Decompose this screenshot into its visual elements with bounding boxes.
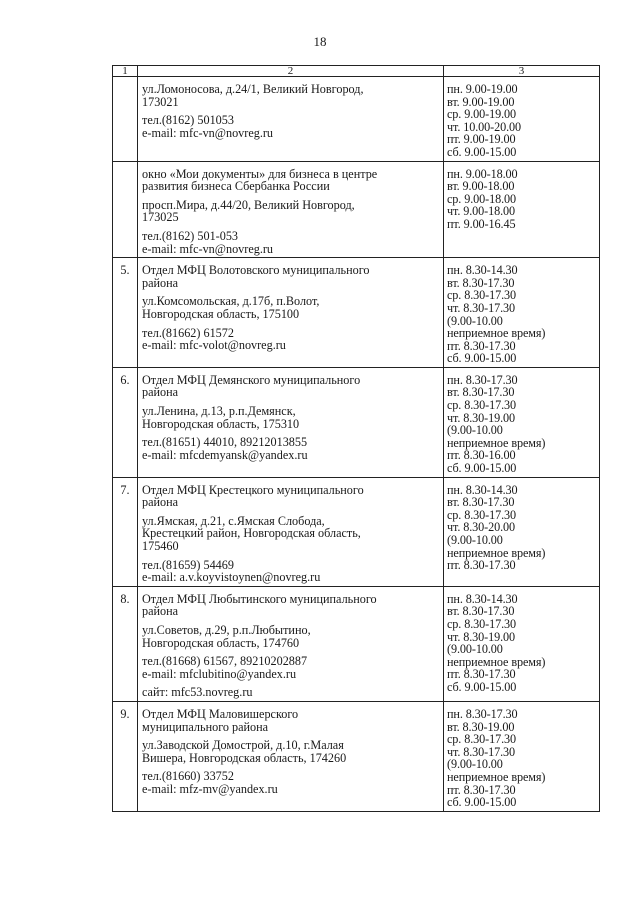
hours-line: (9.00-10.00 [447,757,503,772]
hours-line: ср. 9.00-18.00 [447,191,517,206]
hours-line: сб. 9.00-15.00 [447,795,517,810]
hours-line: сб. 9.00-15.00 [447,679,517,694]
office-address-line: ул.Ленина, д.13, р.п.Демянск, [142,404,296,419]
office-contacts [142,436,439,461]
hours-line: вт. 8.30-17.30 [447,275,515,290]
office-contacts-line: тел.(81662) 61572 [142,325,234,340]
hours-line: сб. 9.00-15.00 [447,461,517,476]
office-info-cell [138,367,444,477]
hours-line: пт. 8.30-16.00 [447,448,516,463]
office-name-line: района [142,385,179,400]
office-contacts [142,114,439,139]
table-row [113,258,600,368]
working-hours-cell [444,586,600,701]
row-number: 8. [113,586,138,701]
hours-line: чт. 8.30-19.00 [447,629,516,644]
office-name-line: Отдел МФЦ Волотовского муниципального [142,263,370,278]
office-contacts-line: e-mail: mfcdemyansk@yandex.ru [142,447,308,462]
office-address-line: Крестецкий район, Новгородская область, [142,526,361,541]
office-address [142,83,439,108]
hours-line: (9.00-10.00 [447,423,503,438]
office-address-line: ул.Ямская, д.21, с.Ямская Слобода, [142,513,325,528]
hours-line: пт. 8.30-17.30 [447,667,516,682]
hours-line: ср. 8.30-17.30 [447,616,517,631]
hours-line: (9.00-10.00 [447,533,503,547]
office-contacts-line: e-mail: mfc-vn@novreg.ru [142,241,274,256]
hours-line: ср. 8.30-17.30 [447,398,517,413]
office-address [142,739,439,764]
hours-line: пн. 8.30-14.30 [447,263,518,278]
office-address-line: просп.Мира, д.44/20, Великий Новгород, [142,197,355,212]
office-address-line: ул.Комсомольская, д.17б, п.Волот, [142,294,320,309]
office-info-cell [138,477,444,586]
office-contacts-line: e-mail: mfz-mv@yandex.ru [142,781,278,796]
header-col-3: 3 [444,66,600,77]
table-row [113,77,600,162]
hours-line: пт. 9.00-19.00 [447,132,516,147]
table-row [113,586,600,701]
office-address [142,295,439,320]
hours-line: ср. 8.30-17.30 [447,507,517,522]
office-name-line: окно «Мои документы» для бизнеса в центре [142,166,378,181]
office-name-line: Отдел МФЦ Крестецкого муниципального [142,482,364,497]
working-hours-cell [444,701,600,811]
office-info-cell [138,701,444,811]
office-info-cell [138,77,444,162]
hours-line: неприемное время) [447,326,546,341]
hours-line: пт. 8.30-17.30 [447,338,516,353]
hours-line: пт. 8.30-17.30 [447,558,516,573]
hours-line: (9.00-10.00 [447,313,503,328]
table-row [113,477,600,586]
table-row [113,161,600,258]
hours-line: вт. 8.30-17.30 [447,385,515,400]
office-contacts-line: e-mail: mfc-vn@novreg.ru [142,125,274,140]
hours-line: (9.00-10.00 [447,642,503,657]
office-contacts-line: тел.(81651) 44010, 89212013855 [142,435,308,450]
hours-line: ср. 8.30-17.30 [447,732,517,747]
hours-line: неприемное время) [447,435,546,450]
office-contacts-line: e-mail: mfclubitino@yandex.ru [142,666,297,681]
hours-line: ср. 8.30-17.30 [447,288,517,303]
hours-line: чт. 9.00-18.00 [447,204,516,219]
hours-line: неприемное время) [447,769,546,784]
office-contacts [142,559,439,584]
mfc-offices-table [112,65,600,812]
office-name [142,593,439,618]
office-address-line: Новгородская область, 175100 [142,306,300,321]
office-name-line: муниципального района [142,719,269,734]
office-address-line: Вишера, Новгородская область, 174260 [142,750,347,765]
hours-line: чт. 10.00-20.00 [447,119,522,134]
office-address [142,405,439,430]
working-hours-cell [444,77,600,162]
table-header-row [113,66,600,77]
hours-line: пн. 8.30-17.30 [447,372,518,387]
office-name [142,484,439,509]
row-number: 9. [113,701,138,811]
office-address [142,624,439,649]
hours-line: пн. 9.00-19.00 [447,82,518,96]
office-contacts-line: тел.(81660) 33752 [142,769,234,784]
office-address-line: ул.Советов, д.29, р.п.Любытино, [142,622,311,637]
office-info-cell [138,258,444,368]
office-contacts-line: e-mail: a.v.koyvistoynen@novreg.ru [142,570,321,585]
hours-line: пн. 8.30-17.30 [447,706,518,721]
office-info-cell [138,586,444,701]
office-address-line: 173025 [142,210,179,225]
office-contacts-line: e-mail: mfc-volot@novreg.ru [142,338,286,353]
office-contacts [142,230,439,255]
row-number: 6. [113,367,138,477]
office-contacts [142,770,439,795]
hours-line: ср. 9.00-19.00 [447,107,517,122]
hours-line: чт. 8.30-20.00 [447,520,516,535]
office-name [142,264,439,289]
office-contacts [142,327,439,352]
office-name [142,168,439,193]
office-address-line: Новгородская область, 174760 [142,635,300,650]
hours-line: чт. 8.30-19.00 [447,410,516,425]
hours-line: пт. 9.00-16.45 [447,216,516,231]
hours-line: неприемное время) [447,545,546,560]
hours-line: пн. 9.00-18.00 [447,166,518,181]
working-hours-cell [444,477,600,586]
header-col-1: 1 [113,66,138,77]
hours-line: пн. 8.30-14.30 [447,591,518,606]
row-number: 5. [113,258,138,368]
office-name-line: района [142,495,179,510]
office-contacts-line: тел.(8162) 501053 [142,113,234,128]
page-number: 18 [313,34,327,49]
row-number: 7. [113,477,138,586]
working-hours-cell [444,367,600,477]
hours-line: вт. 8.30-19.00 [447,719,515,734]
header-col-2: 2 [138,66,444,77]
hours-line: вт. 9.00-18.00 [447,179,515,194]
row-number [113,77,138,162]
hours-line: сб. 9.00-15.00 [447,144,517,159]
office-address [142,515,439,553]
office-address-line: ул.Заводской Домострой, д.10, г.Малая [142,738,344,753]
office-address-line: 173021 [142,94,179,109]
office-name-line: развития бизнеса Сбербанка России [142,179,330,194]
office-contacts-line: тел.(81668) 61567, 89210202887 [142,654,308,669]
office-address-line: 175460 [142,539,179,553]
office-address-line: Новгородская область, 175310 [142,416,300,431]
office-address [142,199,439,224]
office-address-line: ул.Ломоносова, д.24/1, Великий Новгород, [142,82,364,96]
hours-line: чт. 8.30-17.30 [447,300,516,315]
office-contacts [142,655,439,680]
office-name-line: Отдел МФЦ Любытинского муниципального [142,591,377,606]
table-row [113,367,600,477]
hours-line: сб. 9.00-15.00 [447,351,517,366]
hours-line: пн. 8.30-14.30 [447,482,518,497]
office-info-cell [138,161,444,258]
office-contacts-line: тел.(81659) 54469 [142,557,234,572]
office-name-line: района [142,275,179,290]
hours-line: пт. 8.30-17.30 [447,782,516,797]
working-hours-cell [444,258,600,368]
office-name-line: Отдел МФЦ Маловишерского [142,706,299,721]
working-hours-cell [444,161,600,258]
office-name-line: Отдел МФЦ Демянского муниципального [142,372,361,387]
table-row [113,701,600,811]
office-contacts-line: тел.(8162) 501-053 [142,228,239,243]
office-name [142,708,439,733]
office-website: сайт: mfc53.novreg.ru [142,685,253,700]
office-name-line: района [142,604,179,619]
hours-line: вт. 9.00-19.00 [447,94,515,109]
hours-line: вт. 8.30-17.30 [447,495,515,510]
office-name [142,374,439,399]
hours-line: чт. 8.30-17.30 [447,744,516,759]
hours-line: вт. 8.30-17.30 [447,604,515,619]
hours-line: неприемное время) [447,654,546,669]
row-number [113,161,138,258]
